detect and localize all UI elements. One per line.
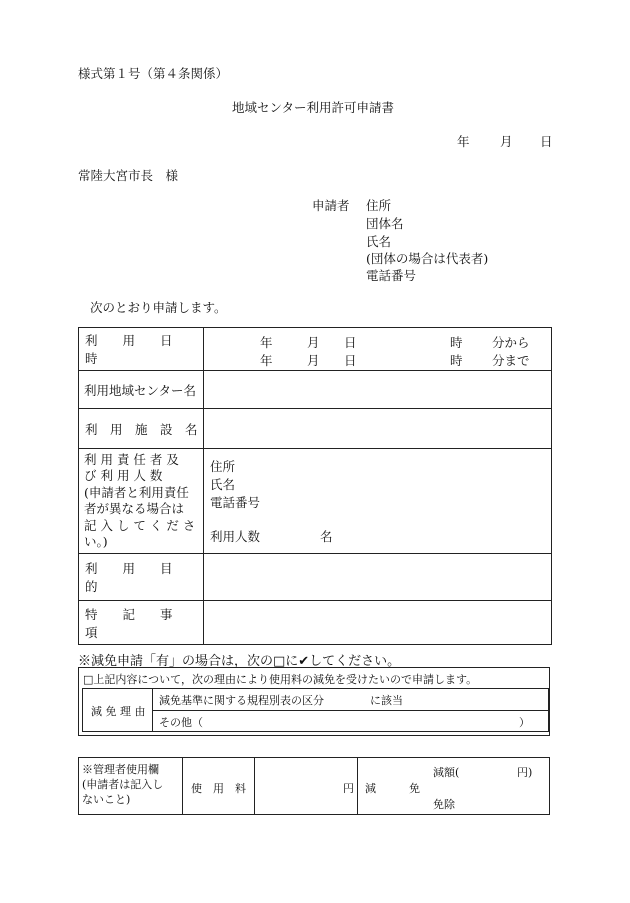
facility-name-field[interactable] [204,409,552,449]
dt1-minute: 分から [492,335,530,350]
fee-field[interactable] [255,758,358,814]
responsible-label-line: (申請者と利用責任 [84,484,189,500]
responsible-label-line: 利 用 責 任 者 及 [84,451,179,467]
responsible-label-line: 者が異なる場合は [84,501,185,516]
table-row [79,371,552,409]
dt2-hour: 時 [450,353,463,368]
table-row [79,409,552,449]
exemption-checkbox[interactable]: □上記内容について，次の理由により使用料の減免を受けたいので申請します。 [83,673,478,686]
dt2-year: 年 [260,353,273,368]
fee-label-cell [183,758,255,814]
purpose-field[interactable] [204,554,552,601]
application-table [78,327,552,645]
applicant-address-label: 住所 [366,198,392,213]
exemption-reason-label: 減 免 理 由 [91,705,146,718]
dt1-year: 年 [260,335,273,350]
admin-box [78,757,550,815]
table-row [79,449,552,554]
table-row [79,328,552,371]
exemption-reason-label-cell [83,689,153,731]
dt2-month: 月 [307,353,320,368]
reduced-amount-label: 減額( [433,766,460,779]
responsible-phone-label: 電話番号 [210,495,261,510]
exemption-reason-2[interactable]: その他（ [159,716,203,729]
exemption-reason-divider [153,710,548,711]
dt1-day: 日 [344,335,357,350]
addressee: 常陸大宮市長 様 [78,168,179,183]
admin-label-cell [79,758,183,814]
people-count-label: 利用人数 [210,529,261,544]
exemption-note: ※減免申請「有」の場合は，次の□に✔してください。 [78,654,401,669]
date-month-label: 月 [500,134,513,149]
responsible-label-line: い。) [84,534,108,549]
dt2-day: 日 [344,353,357,368]
responsible-label-line: び 利 用 人 数 [84,468,163,483]
exemption-reason-1-suffix: に該当 [370,694,403,707]
exemption-box [78,667,550,736]
date-day-label: 日 [540,134,553,149]
applicant-name-label: 氏名 [366,234,392,249]
center-name-label: 利用地域センター名 [79,371,204,409]
exempt-label: 免除 [433,798,455,811]
table-row [79,601,552,645]
dt2-minute: 分まで [492,353,530,368]
form-number: 様式第１号（第４条関係） [78,66,229,81]
date-year-label: 年 [457,134,470,149]
datetime-label: 利 用 日 時 [79,328,204,371]
center-name-field[interactable] [204,371,552,409]
applicant-label: 申請者 [312,198,350,213]
exemption-reason-1: 減免基準に関する規程別表の区分 [159,694,324,707]
fee-yen: 円 [343,782,354,795]
table-row [79,554,552,601]
notes-label: 特 記 事 項 [79,601,204,645]
reduction-label: 減 免 [365,782,420,795]
admin-label-line: (申請者は記入し [82,778,164,791]
responsible-name-label: 氏名 [210,477,236,492]
purpose-label: 利 用 目 的 [79,554,204,601]
datetime-field[interactable] [204,328,552,371]
responsible-address-label: 住所 [210,459,236,474]
intro-text: 次のとおり申請します。 [90,300,227,315]
fee-label: 使 用 料 [191,782,246,795]
admin-label-line: ないこと) [82,793,131,806]
exemption-reason-box [82,688,549,732]
dt1-month: 月 [307,335,320,350]
facility-name-label: 利 用 施 設 名 [79,409,204,449]
notes-field[interactable] [204,601,552,645]
page-title: 地域センター利用許可申請書 [232,100,395,115]
responsible-field[interactable] [204,449,552,554]
applicant-phone-label: 電話番号 [366,268,417,283]
people-unit-label: 名 [320,529,333,544]
responsible-label-line: 記 入 し て く だ さ [84,517,196,533]
dt1-hour: 時 [450,335,463,350]
exemption-reason-2-close: ） [519,716,530,729]
applicant-representative-note: (団体の場合は代表者) [366,251,489,266]
responsible-label [79,449,204,554]
admin-label-line: ※管理者使用欄 [82,763,159,776]
applicant-group-label: 団体名 [366,216,404,231]
reduced-yen-label: 円) [517,766,533,779]
